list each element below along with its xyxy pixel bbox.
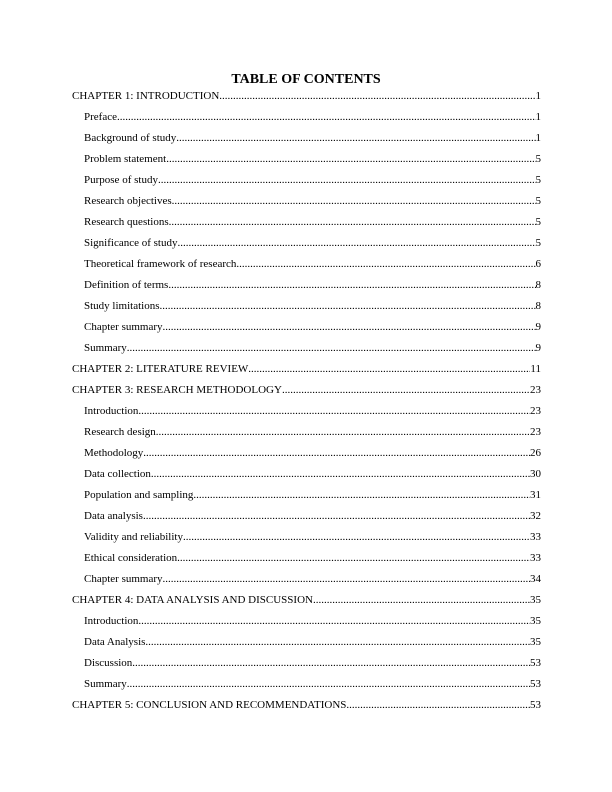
toc-entry-page: 5 [535, 174, 541, 186]
toc-leader [117, 109, 536, 125]
toc-leader [138, 613, 530, 629]
toc-entry-label: Problem statement [84, 153, 167, 165]
toc-entry[interactable] [84, 109, 541, 125]
toc-entry-page: 35 [530, 636, 541, 648]
toc-entry[interactable] [84, 130, 541, 146]
toc-entry-label: Introduction [84, 615, 139, 627]
toc-entry[interactable] [84, 340, 541, 356]
toc-entry-page: 30 [530, 468, 541, 480]
toc-leader [176, 130, 535, 146]
toc-entry-page: 1 [535, 111, 541, 123]
toc-entry-page: 5 [535, 195, 541, 207]
toc-leader [177, 550, 530, 566]
toc-entry-page: 34 [530, 573, 541, 585]
toc-entry-label: Ethical consideration [84, 552, 178, 564]
toc-entry-label: Data collection [84, 468, 151, 480]
toc-entry[interactable] [84, 655, 541, 671]
toc-entry[interactable] [84, 403, 541, 419]
toc-entry-label: Data Analysis [84, 636, 146, 648]
toc-entry-page: 53 [530, 678, 541, 690]
toc-entry[interactable] [84, 571, 541, 587]
toc-entry[interactable] [84, 466, 541, 482]
toc-entry[interactable] [72, 382, 541, 398]
toc-entry-page: 23 [530, 405, 541, 417]
toc-entry-page: 5 [535, 237, 541, 249]
toc-entry-page: 53 [530, 657, 541, 669]
toc-entry[interactable] [84, 193, 541, 209]
toc-entry[interactable] [72, 592, 541, 608]
toc-entry-page: 53 [530, 699, 541, 711]
toc-leader [163, 571, 530, 587]
toc-leader [346, 697, 530, 713]
toc-entry-label: Introduction [84, 405, 139, 417]
toc-leader [168, 277, 535, 293]
toc-entry[interactable] [72, 88, 541, 104]
toc-leader [282, 382, 530, 398]
toc-leader [138, 403, 530, 419]
toc-entry-label: Background of study [84, 132, 177, 144]
toc-entry-label: Population and sampling [84, 489, 194, 501]
toc-entry-label: Purpose of study [84, 174, 158, 186]
toc-entry-page: 23 [530, 384, 541, 396]
toc-entry[interactable] [84, 634, 541, 650]
toc-entry-label: Chapter summary [84, 573, 163, 585]
toc-entry-label: Research objectives [84, 195, 172, 207]
toc-entry-page: 11 [530, 363, 541, 375]
toc-entry-label: Discussion [84, 657, 133, 669]
toc-leader [248, 361, 530, 377]
toc-entry[interactable] [72, 697, 541, 713]
toc-entry-page: 1 [535, 132, 541, 144]
toc-entry-label: Validity and reliability [84, 531, 183, 543]
toc-entry-page: 33 [530, 552, 541, 564]
toc-entry-page: 1 [535, 90, 541, 102]
toc-leader [177, 235, 535, 251]
toc-entry-label: Data analysis [84, 510, 143, 522]
toc-entry-page: 8 [535, 300, 541, 312]
toc-entry[interactable] [84, 235, 541, 251]
toc-entry-page: 5 [535, 216, 541, 228]
toc-entry[interactable] [72, 361, 541, 377]
toc-entry-label: Study limitations [84, 300, 160, 312]
toc-leader [183, 529, 530, 545]
toc-entry[interactable] [84, 151, 541, 167]
toc-leader [172, 193, 536, 209]
toc-entry[interactable] [84, 445, 541, 461]
toc-entry-label: CHAPTER 5: CONCLUSION AND RECOMMENDATIONS [72, 699, 347, 711]
toc-entry[interactable] [84, 277, 541, 293]
toc-entry-page: 33 [530, 531, 541, 543]
toc-entry-label: CHAPTER 3: RESEARCH METHODOLOGY [72, 384, 282, 396]
toc-leader [143, 508, 530, 524]
toc-leader [132, 655, 530, 671]
toc-leader [166, 151, 535, 167]
toc-entry-label: Summary [84, 342, 127, 354]
toc-leader [127, 340, 536, 356]
toc-leader [127, 676, 530, 692]
toc-entry-label: Methodology [84, 447, 144, 459]
toc-entry-page: 32 [530, 510, 541, 522]
toc-entry-page: 6 [535, 258, 541, 270]
toc-entry[interactable] [84, 298, 541, 314]
toc-entry-label: Theoretical framework of research [84, 258, 237, 270]
toc-leader [143, 445, 530, 461]
toc-leader [219, 88, 535, 104]
toc-leader [151, 466, 530, 482]
toc-leader [163, 319, 536, 335]
toc-entry[interactable] [84, 529, 541, 545]
toc-entry[interactable] [84, 319, 541, 335]
toc-entry[interactable] [84, 508, 541, 524]
toc-entry[interactable] [84, 550, 541, 566]
toc-entry-label: Significance of study [84, 237, 178, 249]
toc-entry-label: Chapter summary [84, 321, 163, 333]
toc-leader [145, 634, 530, 650]
toc-leader [313, 592, 530, 608]
toc-leader [169, 214, 536, 230]
toc-entry-label: CHAPTER 1: INTRODUCTION [72, 90, 220, 102]
toc-entry-label: CHAPTER 4: DATA ANALYSIS AND DISCUSSION [72, 594, 313, 606]
toc-entry[interactable] [84, 172, 541, 188]
toc-entry[interactable] [84, 424, 541, 440]
toc-entry-label: Research questions [84, 216, 169, 228]
toc-title: TABLE OF CONTENTS [231, 72, 381, 87]
toc-leader [193, 487, 530, 503]
toc-entry[interactable] [84, 214, 541, 230]
toc-entry-label: Definition of terms [84, 279, 169, 291]
toc-entry-page: 9 [535, 321, 541, 333]
toc-leader [158, 172, 536, 188]
toc-entry-page: 26 [530, 447, 541, 459]
toc-entry[interactable] [84, 487, 541, 503]
toc-entry-page: 5 [535, 153, 541, 165]
toc-entry-page: 8 [535, 279, 541, 291]
toc-entry[interactable] [84, 256, 541, 272]
toc-entry-label: CHAPTER 2: LITERATURE REVIEW [72, 363, 249, 375]
toc-leader [159, 298, 535, 314]
toc-entry-label: Preface [84, 111, 117, 123]
toc-entry-page: 35 [530, 615, 541, 627]
toc-entry-label: Summary [84, 678, 127, 690]
toc-entry-label: Research design [84, 426, 156, 438]
toc-entry[interactable] [84, 613, 541, 629]
toc-entry-page: 31 [530, 489, 541, 501]
toc-entry-page: 35 [530, 594, 541, 606]
toc-entry-page: 9 [535, 342, 541, 354]
toc-leader [156, 424, 530, 440]
toc-entry[interactable] [84, 676, 541, 692]
toc-leader [236, 256, 535, 272]
toc-entry-page: 23 [530, 426, 541, 438]
